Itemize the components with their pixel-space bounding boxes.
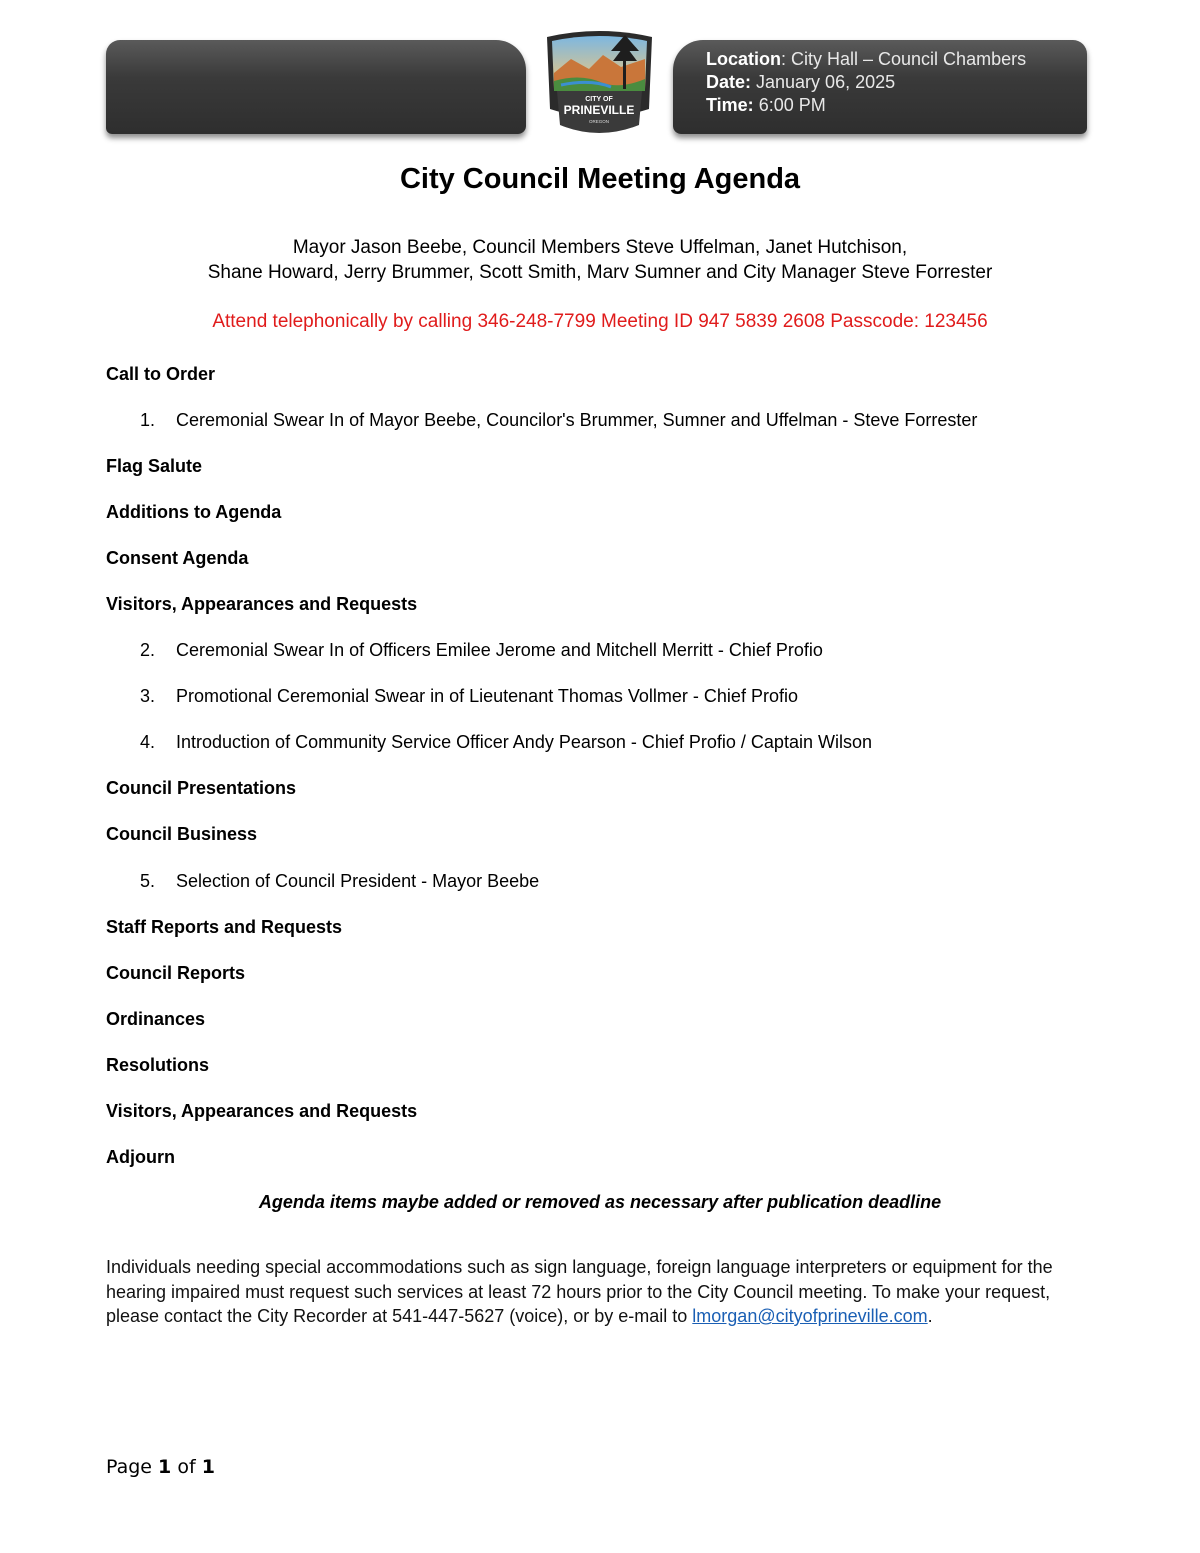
section-visitors-2: Visitors, Appearances and Requests (106, 1101, 418, 1121)
page-number: Page 1 of 1 (106, 1456, 215, 1478)
item-number: 3. (140, 686, 156, 706)
section-visitors-1: Visitors, Appearances and Requests (106, 594, 418, 614)
section-flag-salute: Flag Salute (106, 456, 203, 476)
city-logo (541, 29, 658, 140)
item-number: 5. (140, 871, 156, 891)
section-additions: Additions to Agenda (106, 502, 282, 522)
telephonic-attendance: Attend telephonically by calling 346-248-7799 Meeting ID 947 5839 2608 Passcode: 123456 (212, 311, 988, 332)
agenda-note: Agenda items maybe added or removed as necessary after publication deadline (258, 1192, 942, 1212)
logo-sub: OREGON (588, 119, 610, 124)
agenda-item-1 (140, 410, 977, 431)
location-line: Location: City Hall – Council Chambers (706, 49, 1027, 69)
council-members (0, 235, 1200, 285)
item-text: Ceremonial Swear In of Officers Emilee Jerome and Mitchell Merritt - Chief Profio (176, 640, 823, 660)
members-line-2: Shane Howard, Jerry Brummer, Scott Smith, Marv Sumner and City Manager Steve Forrester (207, 262, 993, 283)
section-business: Council Business (106, 824, 258, 844)
accessibility-notice (106, 1255, 1096, 1329)
meeting-info (706, 48, 1026, 117)
section-ordinances: Ordinances (106, 1009, 206, 1029)
email-link[interactable]: lmorgan@cityofprineville.com (692, 1306, 928, 1326)
section-call-to-order: Call to Order (106, 364, 216, 384)
agenda-item-5 (140, 871, 539, 892)
item-text: Ceremonial Swear In of Mayor Beebe, Councilor's Brummer, Sumner and Uffelman - Steve Forrester (176, 410, 978, 430)
item-text: Selection of Council President - Mayor Beebe (176, 871, 540, 891)
section-council-reports: Council Reports (106, 963, 246, 983)
header-banner-left (106, 40, 526, 134)
item-text: Introduction of Community Service Officer Andy Pearson - Chief Profio / Captain Wilson (176, 732, 872, 752)
page-title: City Council Meeting Agenda (399, 163, 801, 195)
item-number: 1. (140, 410, 156, 430)
members-line-1: Mayor Jason Beebe, Council Members Steve Uffelman, Janet Hutchison, (292, 237, 908, 258)
logo-top-text: CITY OF (585, 96, 613, 103)
agenda-item-3 (140, 686, 798, 707)
accessibility-text: Individuals needing special accommodations such as sign language, foreign language interpreters or equipment for the hearing impaired must request such services at least 72 hours prior to the City Council meeting. To make your request, please contact the City Recorder at 541-447-5627 (voice), or by e-mail to (106, 1257, 1053, 1326)
agenda-item-2 (140, 640, 823, 661)
agenda-item-4 (140, 732, 872, 753)
item-text: Promotional Ceremonial Swear in of Lieutenant Thomas Vollmer - Chief Profio (176, 686, 798, 706)
item-number: 4. (140, 732, 156, 752)
accessibility-end: . (927, 1306, 933, 1326)
date-line: Date: January 06, 2025 (706, 72, 896, 92)
section-presentations: Council Presentations (106, 778, 297, 798)
section-staff-reports: Staff Reports and Requests (106, 917, 343, 937)
item-number: 2. (140, 640, 156, 660)
logo-name: PRINEVILLE (563, 103, 635, 117)
section-adjourn: Adjourn (106, 1147, 175, 1167)
section-consent: Consent Agenda (106, 548, 249, 568)
time-line: Time: 6:00 PM (706, 95, 826, 115)
section-resolutions: Resolutions (106, 1055, 210, 1075)
